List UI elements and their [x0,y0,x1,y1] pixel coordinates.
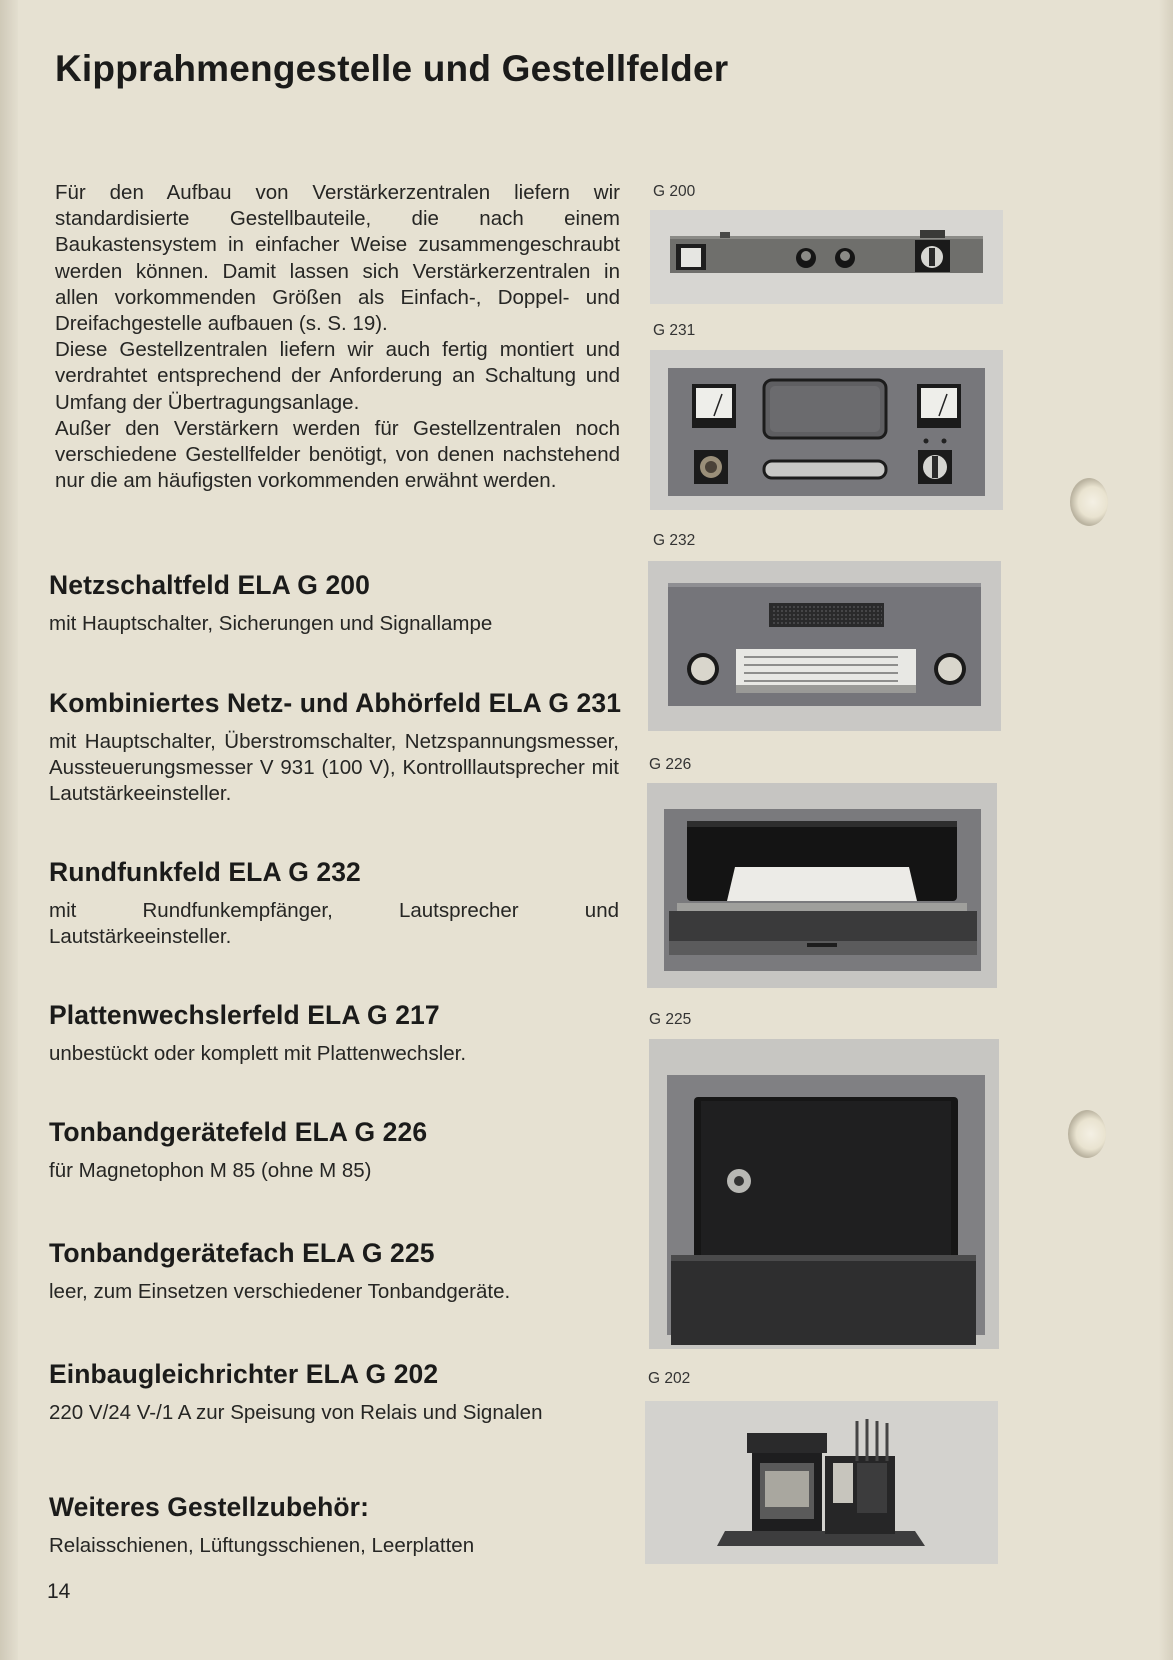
g232-panel-photo [648,561,1001,731]
section-heading: Plattenwechslerfeld ELA G 217 [49,1000,440,1030]
section-g231 [49,688,622,807]
figure-caption: G 232 [653,532,696,549]
section-text: mit Hauptschalter, Überstromschalter, Netzspannungsmesser, Aussteuerungsmesser V 931 (100 V), Kontrolllautsprecher mit Lautstärkeeinsteller. [49,730,619,805]
section-text: mit Hauptschalter, Sicherungen und Signallampe [49,612,493,635]
figure-caption: G 226 [649,756,692,773]
section-g225 [49,1238,619,1305]
g225-panel-photo [649,1039,999,1349]
section-heading: Weiteres Gestellzubehör: [49,1492,369,1522]
section-heading: Tonbandgerätefach ELA G 225 [49,1238,435,1268]
section-heading: Kombiniertes Netz- und Abhörfeld ELA G 231 [49,688,622,718]
section-heading: Einbaugleichrichter ELA G 202 [49,1359,439,1389]
page-title: Kipprahmengestelle und Gestellfelder [55,48,729,89]
section-heading: Rundfunkfeld ELA G 232 [49,857,361,887]
g226-panel-photo [647,783,997,988]
section-g200 [49,570,619,637]
page-binding-edge [0,0,18,1660]
intro-text [55,180,620,494]
section-text: mit Rundfunkempfänger, Lautsprecher und Lautstärkeeinsteller. [49,899,619,948]
section-heading: Netzschaltfeld ELA G 200 [49,570,370,600]
figure-caption: G 202 [648,1370,691,1387]
punch-hole [1070,478,1108,526]
section-heading: Tonbandgerätefeld ELA G 226 [49,1117,428,1147]
g202-rectifier-photo [645,1401,998,1564]
g231-panel-photo [650,350,1003,510]
g200-panel-photo [650,210,1003,304]
section-text: Relaisschienen, Lüftungsschienen, Leerplatten [49,1534,475,1557]
page-right-edge [1159,0,1173,1660]
intro-paragraph: Diese Gestellzentralen liefern wir auch fertig montiert und verdrahtet entsprechend der Anforderung an Schaltung und Umfang der Übertragungsanlage. [55,338,620,414]
section-g202 [49,1359,619,1426]
page-number: 14 [47,1580,71,1603]
section-text: 220 V/24 V-/1 A zur Speisung von Relais und Signalen [49,1401,543,1424]
section-text: leer, zum Einsetzen verschiedener Tonbandgeräte. [49,1280,511,1303]
section-accessories [49,1492,619,1559]
section-g226 [49,1117,619,1184]
figure-caption: G 231 [653,322,696,339]
section-g232 [49,857,619,950]
figure-caption: G 225 [649,1011,692,1028]
section-text: für Magnetophon M 85 (ohne M 85) [49,1159,372,1182]
intro-paragraph: Für den Aufbau von Verstärkerzentralen liefern wir standardisierte Gestellbauteile, die nach einem Baukastensystem in einfacher Weise zusammengeschraubt werden können. Damit lassen sich Verstärkerzentralen in allen vorkommenden Größen als Einfach-, Doppel- und Dreifachgestelle aufbauen (s. S. 19). [55,181,620,336]
figure-caption: G 200 [653,183,696,200]
intro-paragraph: Außer den Verstärkern werden für Gestellzentralen noch verschiedene Gestellfelder benötigt, von denen nachstehend nur die am häufigsten vorkommenden erwähnt werden. [55,416,620,493]
punch-hole [1068,1110,1106,1158]
section-text: unbestückt oder komplett mit Plattenwechsler. [49,1042,467,1065]
section-g217 [49,1000,619,1067]
